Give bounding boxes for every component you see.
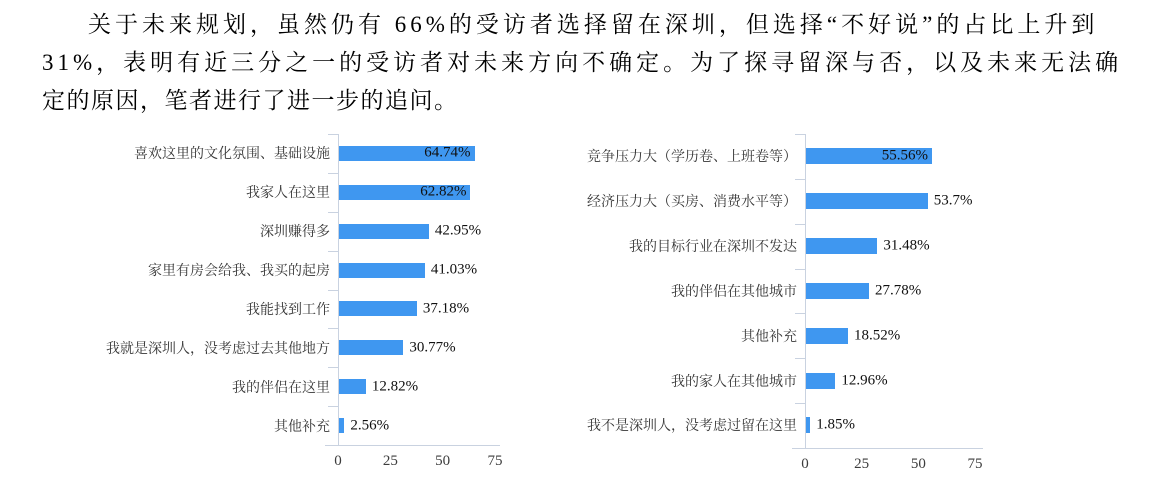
bar-row	[564, 313, 983, 358]
y-axis-tick	[795, 269, 805, 270]
category-label: 我的家人在其他城市	[671, 372, 797, 389]
bar	[339, 224, 429, 239]
bar-row	[564, 269, 983, 314]
x-axis	[325, 445, 503, 472]
category-label: 我就是深圳人，没考虑过去其他地方	[106, 339, 330, 356]
value-label: 31.48%	[883, 237, 930, 254]
paragraph-line-3: 定的原因，笔者进行了进一步的追问。	[42, 88, 459, 113]
value-label: 27.78%	[874, 282, 922, 299]
bar-row	[564, 134, 983, 179]
x-axis-tick-label: 25	[382, 453, 398, 469]
y-axis-tick	[328, 406, 338, 407]
category-label: 我的伴侣在其他城市	[671, 282, 797, 299]
bar-track	[338, 173, 500, 212]
bar	[339, 263, 425, 278]
bar	[339, 301, 417, 316]
y-axis-tick	[328, 134, 338, 135]
plot-area	[564, 134, 983, 448]
category-label: 家里有房会给我、我买的起房	[148, 262, 330, 279]
bar	[339, 418, 344, 433]
y-axis-tick	[795, 403, 805, 404]
y-axis-tick	[795, 134, 805, 135]
value-label: 12.96%	[841, 372, 888, 389]
bar-row	[100, 134, 500, 173]
y-axis-tick	[328, 290, 338, 291]
bar-row	[564, 179, 983, 224]
y-axis-tick	[328, 251, 338, 252]
value-label: 55.56%	[881, 147, 928, 164]
x-axis-tick-label: 75	[487, 453, 503, 469]
plot-area	[100, 134, 500, 445]
value-label: 30.77%	[409, 339, 456, 356]
bar-row	[564, 403, 983, 448]
category-label: 其他补充	[274, 417, 330, 434]
category-label: 我能找到工作	[246, 300, 330, 317]
bar-row	[100, 290, 500, 329]
bar	[339, 379, 366, 394]
bar-track	[338, 367, 500, 406]
bar-track	[805, 179, 983, 224]
bar-row	[100, 173, 500, 212]
bar-track	[338, 251, 500, 290]
bar-track	[805, 269, 983, 314]
bar-row	[100, 212, 500, 251]
paragraph-line-2: 31%，表明有近三分之一的受访者对未来方向不确定。为了探寻留深与否，以及未来无法确	[42, 50, 1123, 75]
category-label: 我不是深圳人，没考虑过留在这里	[587, 417, 797, 434]
y-axis-tick	[328, 212, 338, 213]
bar-chart-reasons-for-uncertainty	[564, 134, 983, 472]
bar-row	[564, 224, 983, 269]
bar	[806, 238, 877, 254]
bar	[339, 185, 470, 200]
value-label: 2.56%	[350, 417, 390, 434]
bar-track	[338, 290, 500, 329]
x-axis-tick-label: 0	[334, 453, 342, 469]
y-axis-tick	[328, 173, 338, 174]
bar-track	[338, 406, 500, 445]
bar-track	[805, 134, 983, 179]
bar	[339, 340, 403, 355]
y-axis-tick	[795, 179, 805, 180]
value-label: 42.95%	[434, 222, 482, 239]
value-label: 64.74%	[424, 144, 471, 161]
value-label: 1.85%	[816, 416, 855, 433]
bar-track	[338, 212, 500, 251]
y-axis-tick	[328, 328, 338, 329]
bar	[806, 417, 810, 433]
category-label: 我家人在这里	[246, 184, 330, 201]
y-axis-tick	[795, 224, 805, 225]
bar-track	[805, 313, 983, 358]
bar-track	[805, 358, 983, 403]
paragraph	[42, 6, 1132, 120]
x-axis	[792, 448, 983, 475]
category-label: 其他补充	[741, 327, 797, 344]
bar-track	[338, 134, 500, 173]
bar-row	[100, 328, 500, 367]
bar	[806, 193, 928, 209]
bar-track	[805, 224, 983, 269]
y-axis-tick	[795, 358, 805, 359]
category-label: 喜欢这里的文化氛围、基础设施	[134, 145, 330, 162]
bar-row	[100, 406, 500, 445]
bar	[806, 283, 869, 299]
category-label: 我的伴侣在这里	[232, 378, 330, 395]
bar-track	[338, 328, 500, 367]
bar	[806, 373, 835, 389]
category-label: 我的目标行业在深圳不发达	[629, 238, 797, 255]
bar	[806, 328, 848, 344]
bar-row	[100, 251, 500, 290]
bar-track	[805, 403, 983, 448]
x-axis-tick-label: 25	[854, 455, 870, 472]
x-axis-tick-label: 0	[801, 455, 809, 472]
bar-chart-reasons-to-stay	[100, 134, 503, 469]
category-label: 深圳赚得多	[260, 223, 330, 240]
value-label: 37.18%	[422, 300, 470, 317]
x-axis-tick-label: 50	[910, 455, 926, 472]
bar-row	[100, 367, 500, 406]
value-label: 62.82%	[420, 183, 467, 200]
paragraph-line-1: 关于未来规划，虽然仍有 66%的受访者选择留在深圳，但选择“不好说”的占比上升到	[88, 12, 1099, 37]
bar-row	[564, 358, 983, 403]
category-label: 经济压力大（买房、消费水平等）	[587, 193, 797, 210]
value-label: 41.03%	[430, 261, 478, 278]
category-label: 竞争压力大（学历卷、上班卷等）	[587, 148, 797, 165]
y-axis-tick	[795, 313, 805, 314]
bar	[339, 146, 475, 161]
value-label: 53.7%	[933, 192, 973, 209]
value-label: 18.52%	[853, 327, 901, 344]
y-axis-tick	[328, 367, 338, 368]
value-label: 12.82%	[371, 378, 419, 395]
bar	[806, 148, 932, 164]
x-axis-tick-label: 50	[435, 453, 451, 469]
x-axis-tick-label: 75	[967, 455, 983, 472]
